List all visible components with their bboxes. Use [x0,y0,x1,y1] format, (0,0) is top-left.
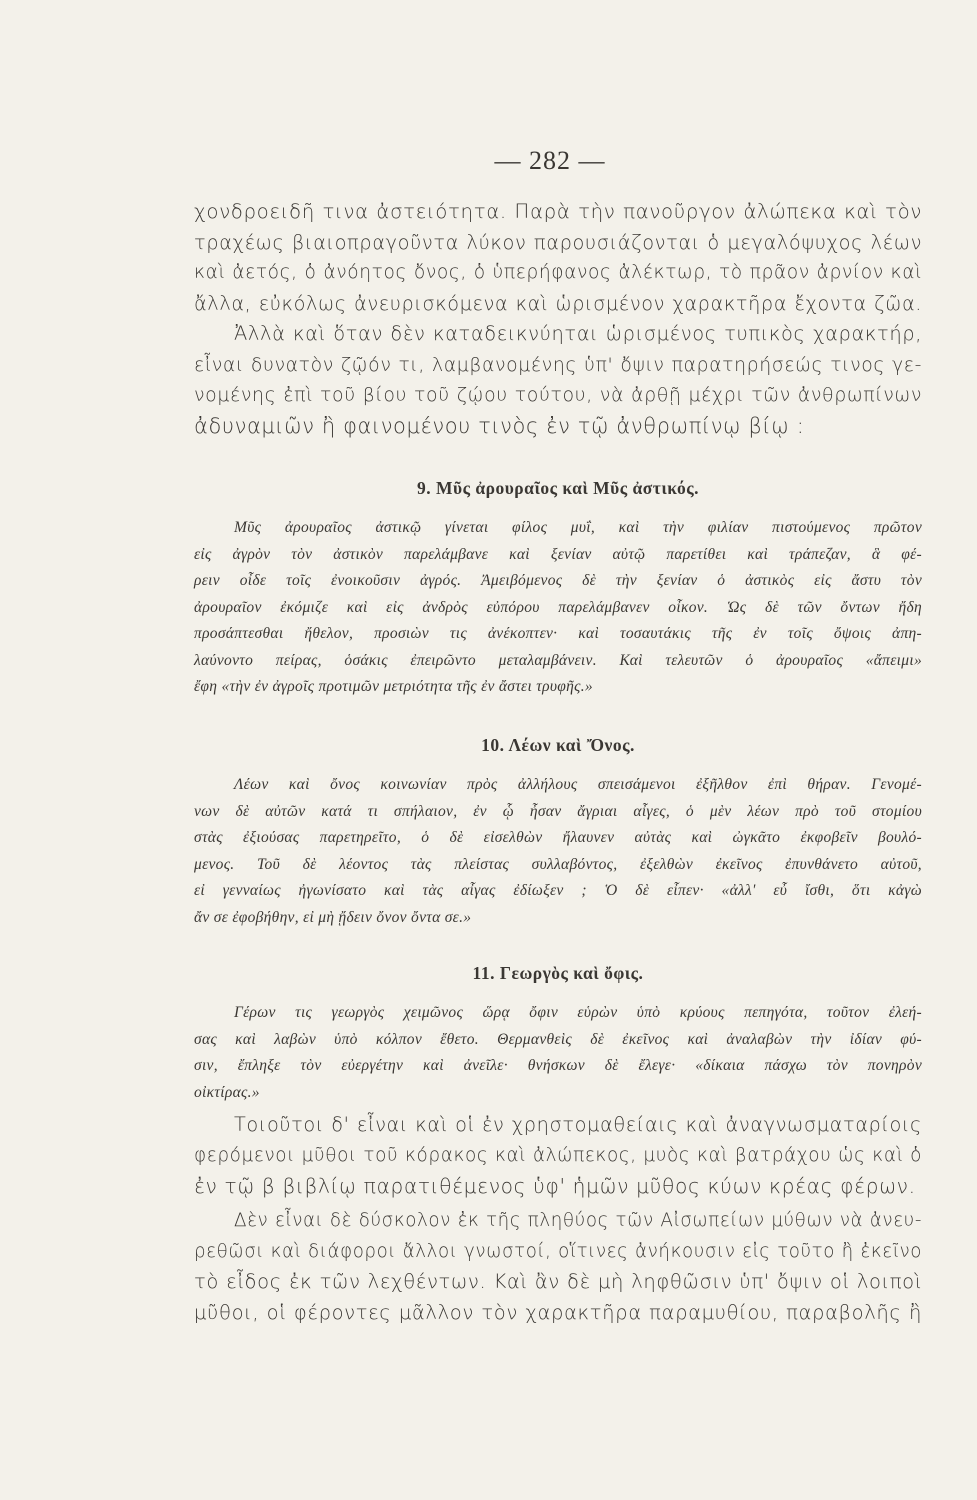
text-line: οἰκτίρας.» [194,1083,260,1101]
text-line: Γέρων τις γεωργὸς χειμῶνος ὥρᾳ ὄφιν εὑρὼν ὑπὸ κρύους πεπηγότα, τοῦτον ἐλεή- [234,1004,922,1021]
text-line: ρεθῶσι καὶ διάφοροι ἄλλοι γνωστοί, οἵτινες ἀνήκουσιν εἰς τοῦτο ἢ ἐκεῖνο [194,1240,922,1262]
text-line: ἄλλα, εὐκόλως ἀνευρισκόμενα καὶ ὡρισμένον χαρακτῆρα ἔχοντα ζῶα. [194,291,922,315]
closing-paragraph-2 [194,1206,922,1328]
fable-9-text [194,515,922,701]
text-line: ἔφη «τὴν ἐν ἀγροῖς προτιμῶν μετριότητα τῆς ἐν ἄστει τρυφῆς.» [194,678,593,695]
text-line: προσάπτεσθαι ἤθελον, προσιὼν τις ἀνέκοπτεν· καὶ τοσαυτάκις τῆς ἐν τοῖς ὄψοις ἀπη- [194,625,922,642]
text-line: νομένης ἐπὶ τοῦ βίου τοῦ ζῴου τούτου, νὰ ἀρθῇ μέχρι τῶν ἀνθρωπίνων [194,384,922,406]
text-line: Μῦς ἀρουραῖος ἀστικῷ γίνεται φίλος μυΐ, καὶ τὴν φιλίαν πιστούμενος πρῶτον [234,519,922,536]
text-line: μενος. Τοῦ δὲ λέοντος τὰς πλείστας συλλαβόντος, ἐξελθὼν ἐκεῖνος ἐπυνθάνετο αὐτοῦ, [194,855,922,873]
closing-paragraph-1 [194,1110,922,1202]
text-line: χονδροειδῆ τινα ἀστειότητα. Παρὰ τὴν πανοῦργον ἀλώπεκα καὶ τὸν [194,200,922,223]
text-line: ἀδυναμιῶν ἢ φαινομένου τινὸς ἐν τῷ ἀνθρωπίνῳ βίῳ : [194,413,805,438]
text-line: μῦθοι, οἱ φέροντες μᾶλλον τὸν χαρακτῆρα παραμυθίου, παραβολῆς ἢ [194,1300,922,1324]
text-line: εἰς ἀγρὸν τὸν ἀστικὸν παρελάμβανε καὶ ξενίαν αὐτῷ παρετίθει καὶ τράπεζαν, ἃ φέ- [194,545,922,563]
text-line: σας καὶ λαβὼν ὑπὸ κόλπον ἔθετο. Θερμανθεὶς δὲ ἐκεῖνος καὶ ἀναλαβὼν τὴν ἰδίαν φύ- [194,1030,922,1048]
text-line: ρειν οἶδε τοῖς ἐνοικοῦσιν ἀγρός. Ἀμειβόμενος δὲ τὴν ξενίαν ὁ ἀστικὸς εἰς ἄστυ τὸν [194,572,922,589]
text-line: φερόμενοι μῦθοι τοῦ κόρακος καὶ ἀλώπεκος, μυὸς καὶ βατράχου ὡς καὶ ὁ [194,1144,922,1166]
text-line: σιν, ἔπληξε τὸν εὐεργέτην καὶ ἀνεῖλε· θνήσκων δὲ ἔλεγε· «δίκαια πάσχω τὸν πονηρὸν [194,1057,922,1074]
fable-10-text [194,772,922,931]
text-line: ἐν τῷ β βιβλίῳ παρατιθέμενος ὑφ' ἡμῶν μῦθος κύων κρέας φέρων. [194,1174,916,1198]
text-line: Τοιοῦτοι δ' εἶναι καὶ οἱ ἐν χρηστομαθείαις καὶ ἀναγνωσματαρίοις [234,1113,922,1136]
text-line: Δὲν εἶναι δὲ δύσκολον ἐκ τῆς πληθύος τῶν Αἰσωπείων μύθων νὰ ἀνευ- [234,1210,922,1231]
text-line: εἰ γενναίως ἠγωνίσατο καὶ τὰς αἶγας ἐδίωξεν ; Ὁ δὲ εἶπεν· «ἀλλ' εὖ ἴσθι, ὅτι κἀγὼ [194,882,922,899]
text-line: λαύνοντο πείρας, ὁσάκις ἐπειρῶντο μεταλαμβάνειν. Καὶ τελευτῶν ὁ ἀρουραῖος «ἄπειμι» [194,651,922,669]
fable-11-title: 11. Γεωργὸς καὶ ὄφις. [472,963,644,983]
text-line: ἄν σε ἐφοβήθην, εἰ μὴ ᾔδειν ὄνον ὄντα σε.» [194,908,472,926]
text-line: καὶ ἀετός, ὁ ἀνόητος ὄνος, ὁ ὑπερήφανος ἀλέκτωρ, τὸ πρᾶον ἀρνίον καὶ [194,262,922,283]
text-line: στὰς ἐξιούσας παρετηρεῖτο, ὁ δὲ εἰσελθὼν ἤλαυνεν αὐτὰς καὶ ὠγκᾶτο ἐκφοβεῖν βουλό- [194,829,922,846]
text-line: εἶναι δυνατὸν ζῷόν τι, λαμβανομένης ὑπ' ὄψιν παρατηρήσεώς τινος γε- [194,353,922,376]
text-line: Λέων καὶ ὄνος κοινωνίαν πρὸς ἀλλήλους σπεισάμενοι ἐξῆλθον ἐπὶ θήραν. Γενομέ- [234,776,922,793]
fable-11-text [194,1000,922,1106]
fable-10-title: 10. Λέων καὶ Ὄνος. [481,735,635,755]
page-number: — 282 — [494,146,606,175]
text-line: τραχέως βιαιοπραγοῦντα λύκον παρουσιάζονται ὁ μεγαλόψυχος λέων [194,230,922,254]
text-line: Ἀλλὰ καὶ ὅταν δὲν καταδεικνύηται ὡρισμένος τυπικὸς χαρακτήρ, [234,322,922,345]
intro-paragraph [194,197,922,441]
text-line: ἀρουραῖον ἐκόμιζε καὶ εἰς ἀνδρὸς εὐπόρου παρελάμβανεν οἶκον. Ὡς δὲ τῶν ὄντων ἤδη [194,598,922,616]
fable-9-title: 9. Μῦς ἀρουραῖος καὶ Μῦς ἀστικός. [416,478,700,498]
text-line: νων δὲ αὐτῶν κατά τι σπήλαιον, ἐν ᾧ ἦσαν ἄγριαι αἶγες, ὁ μὲν λέων πρὸ τοῦ στομίου [194,802,922,820]
text-line: τὸ εἶδος ἐκ τῶν λεχθέντων. Καὶ ἂν δὲ μὴ ληφθῶσιν ὑπ' ὄψιν οἱ λοιποὶ [194,1270,922,1293]
